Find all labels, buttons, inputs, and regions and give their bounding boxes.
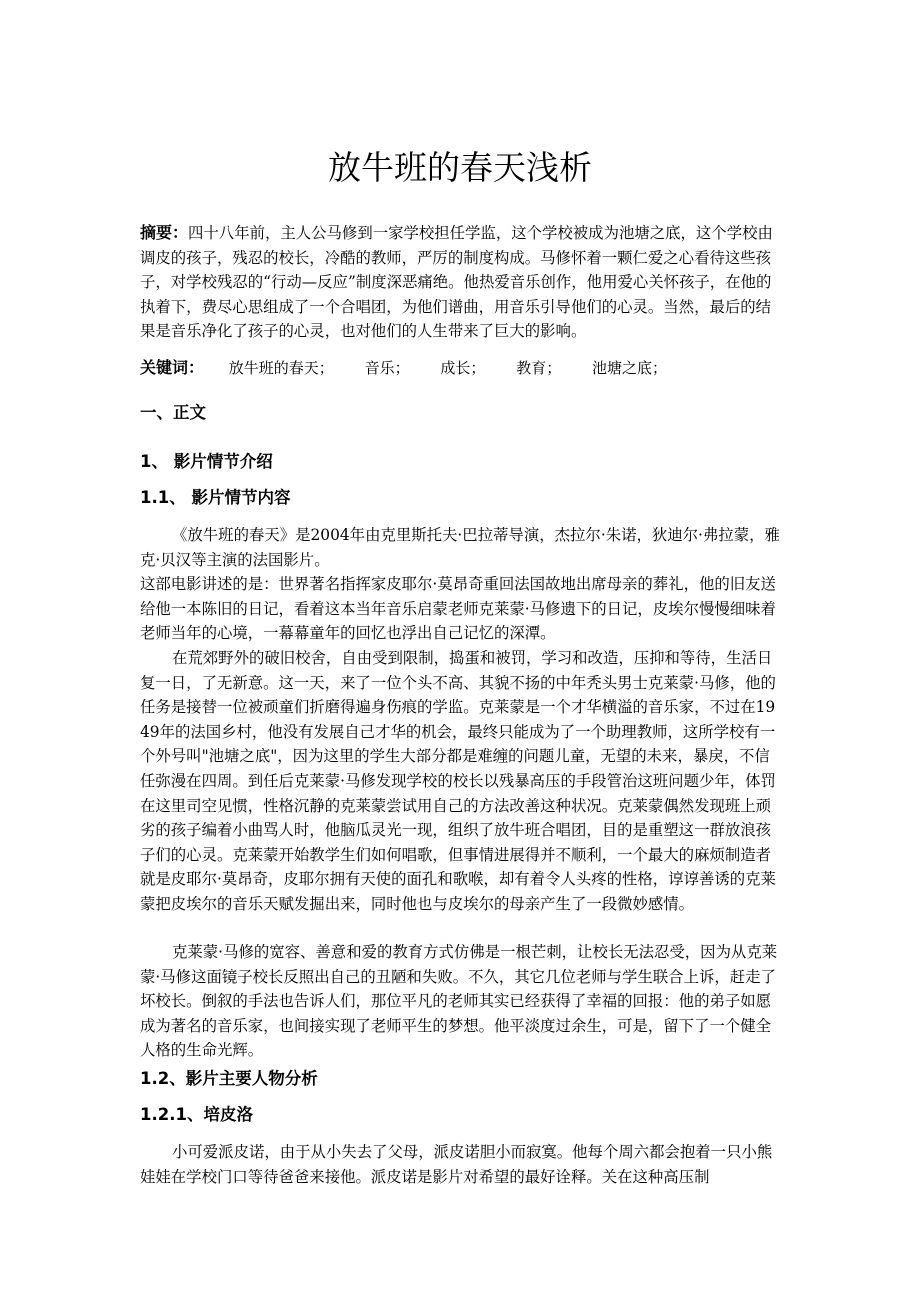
keyword-item: 池塘之底； bbox=[591, 359, 667, 377]
paragraph-pepinot: 小可爱派皮诺，由于从小失去了父母，派皮诺胆小而寂寞。他每个周六都会抱着一只小熊娃娃在学校门口等待爸爸来接他。派皮诺是影片对希望的最好诠释。关在这种高压制 bbox=[140, 1143, 773, 1186]
paragraph-film-info: 《放牛班的春天》是2004年由克里斯托夫·巴拉蒂导演，杰拉尔·朱诺，狄迪尔·弗拉蒙，雅克·贝汉等主演的法国影片。 bbox=[140, 526, 780, 569]
keyword-item: 音乐； bbox=[364, 359, 410, 377]
heading-main-body: 一、正文 bbox=[140, 403, 206, 422]
heading-plot-content: 1.1、 影片情节内容 bbox=[140, 488, 291, 507]
keyword-item: 成长； bbox=[440, 359, 486, 377]
keyword-item: 放牛班的春天； bbox=[228, 359, 334, 377]
document-title: 放牛班的春天浅析 bbox=[328, 148, 592, 187]
heading-pepinot: 1.2.1、培皮洛 bbox=[140, 1105, 253, 1124]
heading-character-analysis: 1.2、影片主要人物分析 bbox=[140, 1069, 318, 1088]
paragraph-story-main: 在荒郊野外的破旧校舍，自由受到限制，捣蛋和被罚，学习和改造，压抑和等待，生活日复一日，了无新意。这一天，来了一位个头不高、其貌不扬的中年秃头男士克莱蒙·马修，他的任务是接替一位被顽童们折磨得遍身伤痕的学监。克莱蒙是一个才华横溢的音乐家，不过在1949年的法国乡村，他没有发展自己才华的机会，最终只能成为了一个助理教师，这所学校有一个外号叫"池塘之底"，因为这里的学生大部分都是难缠的问题儿童，无望的未来，暴戾，不信任弥漫在四周。到任后克莱蒙·马修发现学校的校长以残暴高压的手段管治这班问题少年，体罚在这里司空见惯，性格沉静的克莱蒙尝试用自己的方法改善这种状况。克莱蒙偶然发现班上顽劣的孩子编着小曲骂人时，他脑瓜灵光一现，组织了放牛班合唱团，目的是重塑这一群放浪孩子们的心灵。克莱蒙开始教学生们如何唱歌，但事情进展得并不顺利，一个最大的麻烦制造者就是皮耶尔·莫昂奇，皮耶尔拥有天使的面孔和歌喉，却有着令人头疼的性格，谆谆善诱的克莱蒙把皮埃尔的音乐天赋发掘出来，同时他也与皮埃尔的母亲产生了一段微妙感情。 bbox=[140, 649, 776, 913]
keyword-item: 教育； bbox=[516, 359, 562, 377]
keywords-label: 关键词： bbox=[140, 358, 205, 377]
paragraph-story-ending: 克莱蒙·马修的宽容、善意和爱的教育方式仿佛是一根芒刺，让校长无法忍受，因为从克莱蒙·马修这面镜子校长反照出自己的丑陋和失败。不久，其它几位老师与学生联合上诉，赶走了坏校长。倒叙的手法也告诉人们，那位平凡的老师其实已经获得了幸福的回报：他的弟子如愿成为著名的音乐家，也间接实现了老师平生的梦想。他平淡度过余生，可是，留下了一个健全人格的生命光辉。 bbox=[140, 943, 778, 1060]
abstract-paragraph bbox=[140, 221, 782, 344]
paragraph-story-frame: 这部电影讲述的是：世界著名指挥家皮耶尔·莫昂奇重回法国故地出席母亲的葬礼，他的旧友送给他一本陈旧的日记，看着这本当年音乐启蒙老师克莱蒙·马修遗下的日记，皮埃尔慢慢细味着老师当年的心境，一幕幕童年的回忆也浮出自己记忆的深潭。 bbox=[140, 575, 776, 643]
keywords-row bbox=[140, 356, 693, 380]
heading-plot-intro: 1、 影片情节介绍 bbox=[140, 452, 273, 471]
abstract-text: 四十八年前，主人公马修到一家学校担任学监，这个学校被成为池塘之底，这个学校由调皮的孩子，残忍的校长，冷酷的教师，严厉的制度构成。马修怀着一颗仁爱之心看待这些孩子，对学校残忍的“行动—反应”制度深恶痛绝。他热爱音乐创作，他用爱心关怀孩子，在他的执着下，费尽心思组成了一个合唱团，为他们谱曲，用音乐引导他们的心灵。当然，最后的结果是音乐净化了孩子的心灵，也对他们的人生带来了巨大的影响。 bbox=[140, 224, 773, 341]
abstract-label: 摘要： bbox=[140, 223, 189, 242]
